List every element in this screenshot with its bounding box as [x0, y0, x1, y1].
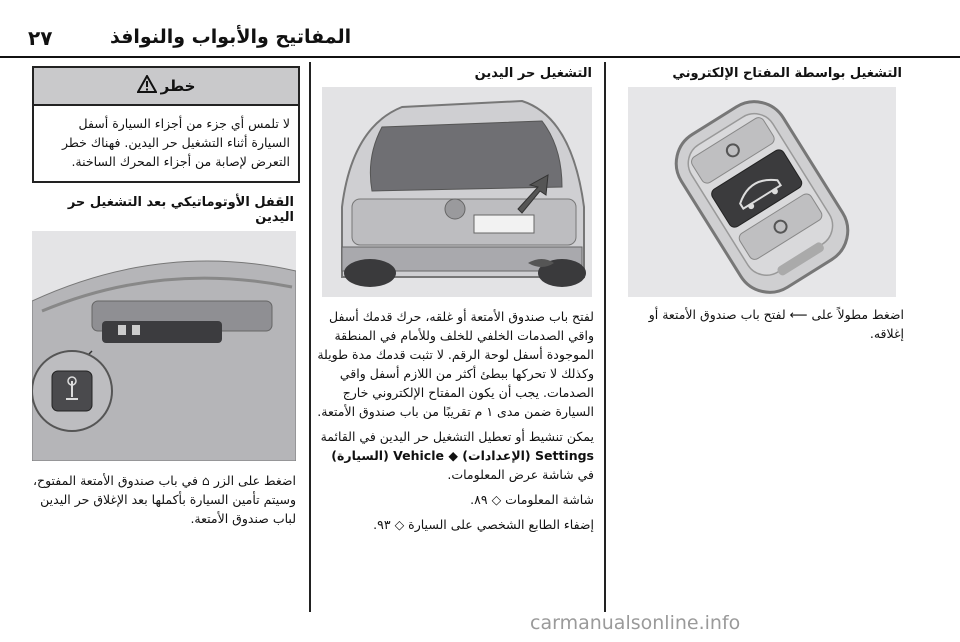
car-rear-icon — [322, 87, 592, 297]
menu-path: Settings (الإعدادات) ◆ Vehicle (السيارة) — [331, 448, 594, 463]
warning-box — [32, 66, 300, 183]
warning-triangle-icon — [137, 75, 157, 97]
body-text-prefix: يمكن تنشيط أو تعطيل التشغيل حر اليدين في القائمة — [320, 429, 594, 444]
body-text-suffix: في شاشة عرض المعلومات. — [447, 467, 594, 482]
column-auto-lock — [32, 62, 300, 612]
tailgate-icon — [32, 231, 296, 461]
section-heading: التشغيل حر اليدين — [474, 66, 592, 81]
column-electronic-key — [612, 62, 908, 612]
warning-header — [34, 68, 298, 106]
car-rear-illustration — [322, 87, 592, 297]
page-number: ٢٧ — [28, 26, 53, 50]
column-divider — [309, 62, 311, 612]
page-header — [0, 0, 960, 50]
body-text: اضغط على الزر ⌂ في باب صندوق الأمتعة المفتوح، وسيتم تأمين السيارة بأكملها بعد الإغلاق حر اليدين لباب صندوق الأمتعة. — [32, 473, 296, 526]
body-text: لفتح باب صندوق الأمتعة أو غلقه، حرك قدمك أسفل واقي الصدمات الخلفي للخلف وللأمام في المنطقة الموجودة أسفل لوحة الرقم. لا تثبت قدمك مدة طويلة وكذلك لا تحركها ببطئ أكثر من اللازم أسفل واقي الصدمات. يجب أن يكون المفتاح الإلكتروني خارج السيارة ضمن مدى ١ م تقريبًا من باب صندوق الأمتعة. — [317, 309, 594, 419]
cross-reference[interactable]: إضفاء الطابع الشخصي على السيارة ◇ ٩٣. — [373, 517, 594, 532]
tailgate-button-illustration — [32, 231, 296, 461]
header-rule — [0, 56, 960, 58]
section-heading: القفل الأوتوماتيكي بعد التشغيل حر اليدين — [67, 195, 294, 225]
key-fob-icon — [628, 87, 896, 297]
section-heading: التشغيل بواسطة المفتاح الإلكتروني — [672, 66, 902, 81]
footer-watermark: carmanualsonline.info — [530, 612, 741, 634]
cross-reference[interactable]: شاشة المعلومات ◇ ٨٩. — [470, 492, 594, 507]
body-text: اضغط مطولاً على ⟵ لفتح باب صندوق الأمتعة أو إغلاقه. — [648, 307, 904, 341]
key-fob-illustration — [628, 87, 896, 297]
body-text — [316, 427, 598, 484]
column-divider — [604, 62, 606, 612]
warning-text: لا تلمس أي جزء من أجزاء السيارة أسفل السيارة أثناء التشغيل حر اليدين. فهناك خطر التعرض لإصابة من أجزاء المحرك الساخنة. — [61, 116, 290, 169]
chapter-title: المفاتيح والأبواب والنوافذ — [110, 26, 352, 48]
warning-title: خطر — [160, 77, 196, 95]
column-hands-free — [316, 62, 598, 612]
